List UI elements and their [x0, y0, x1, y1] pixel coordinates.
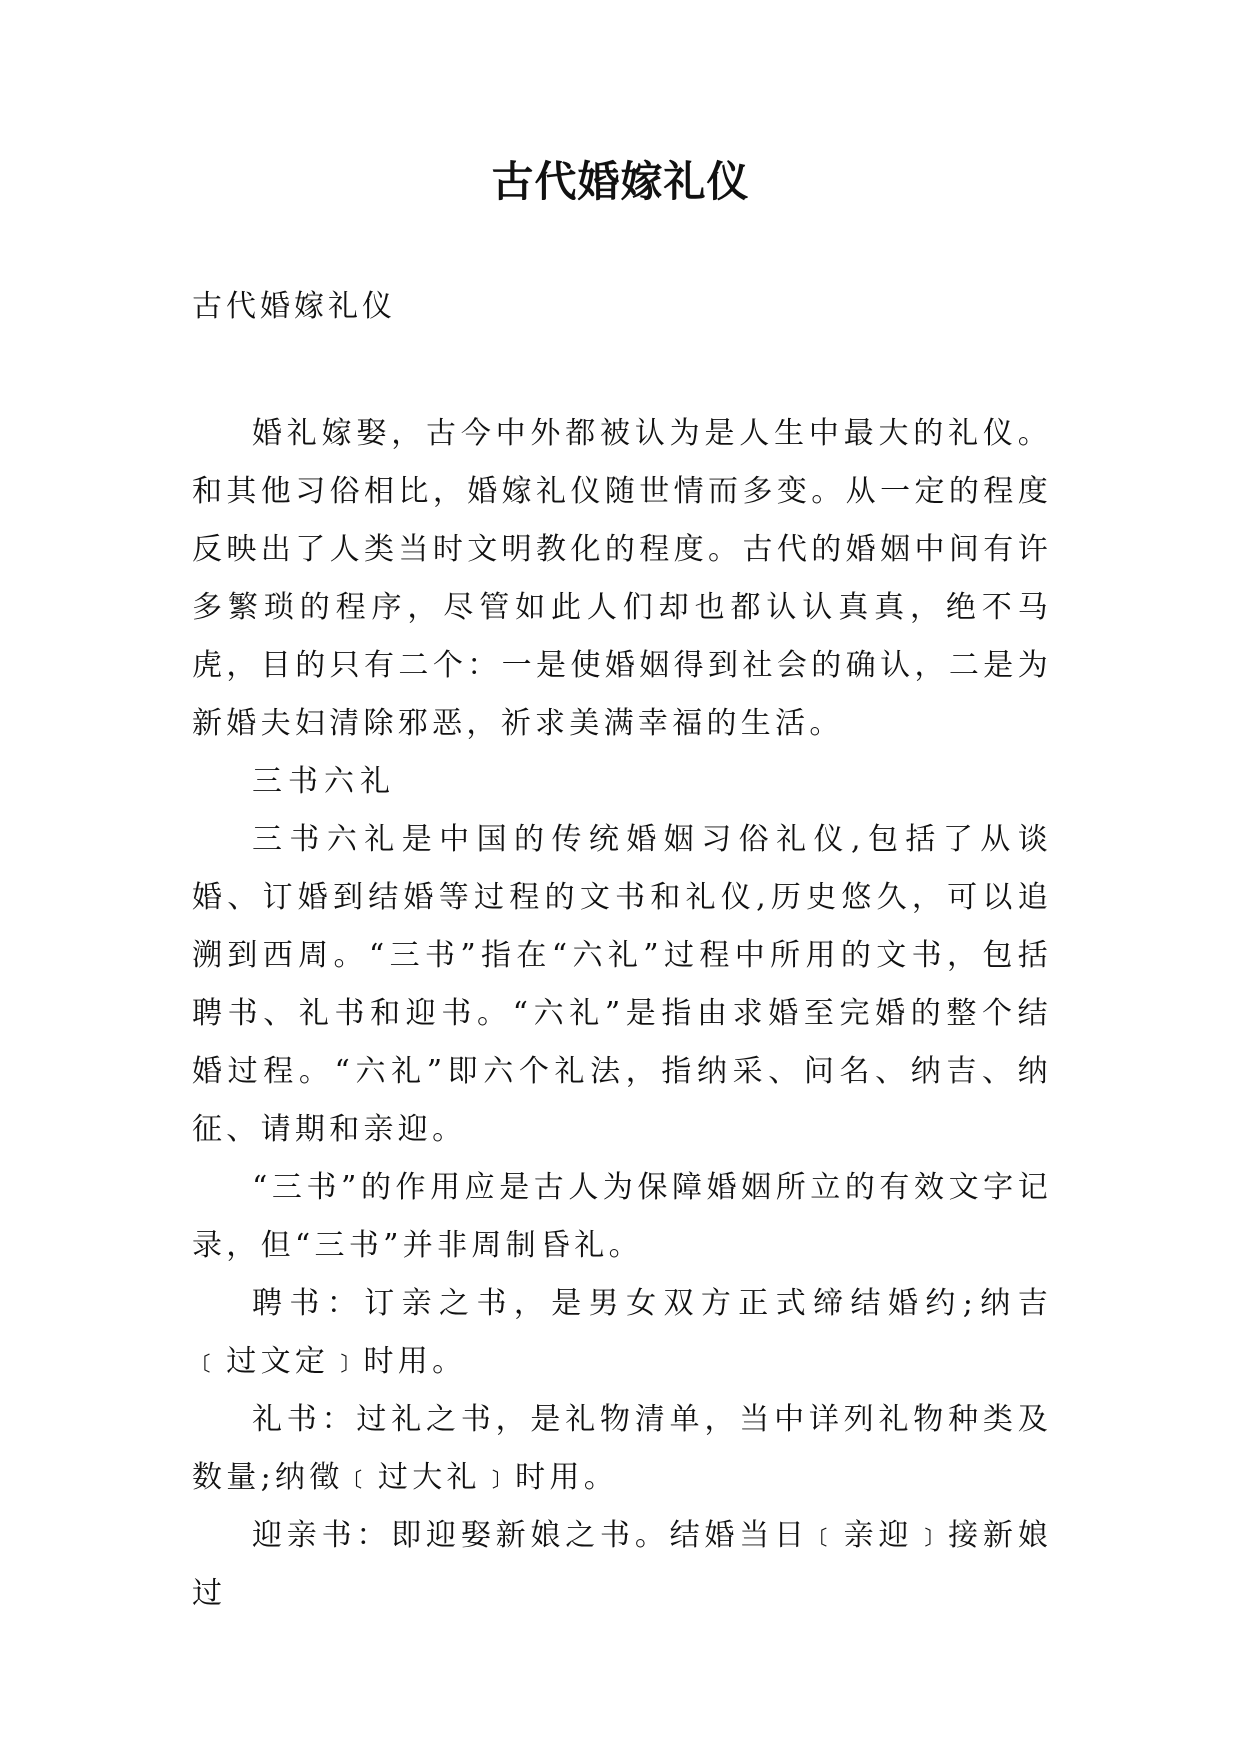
document-title: 古代婚嫁礼仪 — [491, 157, 750, 206]
paragraph: 礼书：过礼之书，是礼物清单，当中详列礼物种类及数量;纳徵﹝过大礼﹞时用。 — [192, 1402, 1052, 1495]
paragraph: 迎亲书：即迎娶新娘之书。结婚当日﹝亲迎﹞接新娘过 — [192, 1518, 1052, 1611]
paragraph: 聘书：订亲之书，是男女双方正式缔结婚约;纳吉﹝过文定﹞时用。 — [192, 1286, 1052, 1379]
section-heading: 三书六礼 — [252, 764, 396, 799]
document-body — [192, 405, 1052, 1623]
paragraph: 三书六礼是中国的传统婚姻习俗礼仪,包括了从谈婚、订婚到结婚等过程的文书和礼仪,历史悠久，可以追溯到西周。“三书”指在“六礼”过程中所用的文书，包括聘书、礼书和迎书。“六礼”是指由求婚至完婚的整个结婚过程。“六礼”即六个礼法，指纳采、问名、纳吉、纳征、请期和亲迎。 — [192, 822, 1052, 1147]
paragraph: 婚礼嫁娶，古今中外都被认为是人生中最大的礼仪。和其他习俗相比，婚嫁礼仪随世情而多变。从一定的程度反映出了人类当时文明教化的程度。古代的婚姻中间有许多繁琐的程序，尽管如此人们却也都认认真真，绝不马虎，目的只有二个：一是使婚姻得到社会的确认，二是为新婚夫妇清除邪恶，祈求美满幸福的生活。 — [192, 416, 1052, 741]
document-subheading: 古代婚嫁礼仪 — [192, 289, 396, 324]
paragraph: “三书”的作用应是古人为保障婚姻所立的有效文字记录，但“三书”并非周制昏礼。 — [192, 1170, 1052, 1263]
